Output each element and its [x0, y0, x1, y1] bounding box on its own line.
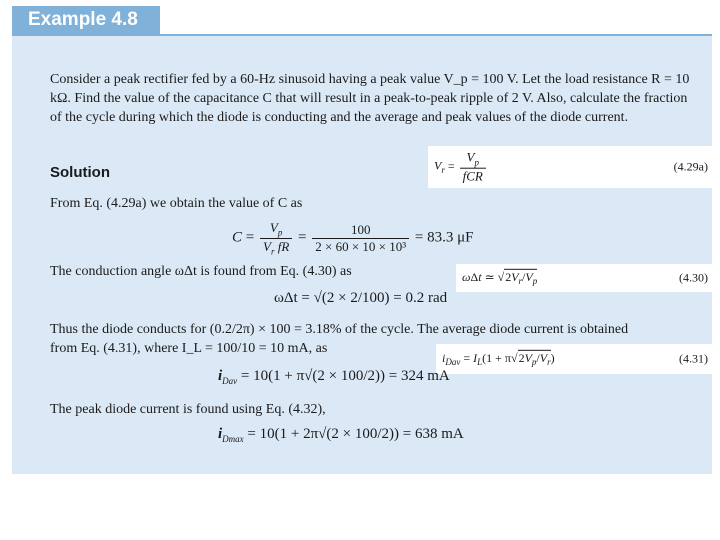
peak-current-value: = 10(1 + 2π√(2 × 100/2)) = 638 mA — [247, 426, 464, 442]
header-rule — [12, 34, 712, 36]
equation-label: (4.31) — [679, 351, 708, 366]
problem-statement: Consider a peak rectifier fed by a 60-Hz sinusoid having a peak value V_p = 100 V. Let the load resistance R = 10 kΩ. Find the value of the capacitance C that will result in a peak-to-peak ripple of 2 V. Also, calculate the fraction of the cycle during which the diode is conducting and the average and peak values of the diode current. — [50, 72, 690, 125]
equation-4-29a: $V_r$ = $\frac{V_p}{\text{fCR}}$ — [434, 150, 488, 185]
example-tab — [12, 6, 160, 34]
average-current-value: = 10(1 + π√(2 × 100/2)) = 324 mA — [240, 368, 450, 384]
equation-4-30: ωΔt ≃ $√2V_r/V_p$ — [462, 269, 538, 287]
equation-label: (4.30) — [679, 270, 708, 285]
example-title: Example 4.8 — [28, 9, 138, 30]
c-numerator: 100 — [312, 222, 409, 239]
c-denominator: 2 × 60 × 10 × 10³ — [315, 238, 407, 254]
conduction-angle-formula: ωΔt = √(2 × 2/100) = 0.2 rad — [274, 290, 448, 306]
peak-current-formula: $i_{Dmax} = 10(1 + 2\pi√(2 \times 100/2)) = 638$ mA — [218, 426, 464, 444]
solution-line-2: The conduction angle ωΔt is found from Eq. (4.30) as — [50, 264, 352, 279]
equation-box-4-29a — [428, 146, 714, 188]
solution-line-1: From Eq. (4.29a) we obtain the value of C as — [50, 196, 303, 211]
solution-line-4: The peak diode current is found using Eq. (4.32), — [50, 402, 326, 417]
example-panel — [12, 6, 712, 474]
solution-line-3a: Thus the diode conducts for (0.2/2π) × 100 = 3.18% of the cycle. The average diode current is obtained — [50, 322, 629, 337]
average-current-formula: $i_{Dav} = 10(1 + \pi√(2 \times 100/2)) = 324$ mA — [218, 368, 450, 386]
capacitance-formula: C = $\frac{V_p}{V_r fR}$ = $\frac{100}{\text{2 × 60 × 10 × 10³}}$ = 83.3 μF — [232, 220, 474, 257]
equation-box-4-31 — [436, 344, 714, 374]
solution-heading: Solution — [50, 164, 110, 181]
solution-line-3b: from Eq. (4.31), where I_L = 100/10 = 10 mA, as — [50, 341, 328, 356]
equation-4-31: $i_{Dav} = I_L(1 + \pi√2V_p/V_r)$ — [442, 350, 555, 368]
c-result: = 83.3 μF — [414, 229, 474, 246]
equation-label: (4.29a) — [673, 159, 708, 174]
equation-box-4-30 — [456, 264, 714, 292]
